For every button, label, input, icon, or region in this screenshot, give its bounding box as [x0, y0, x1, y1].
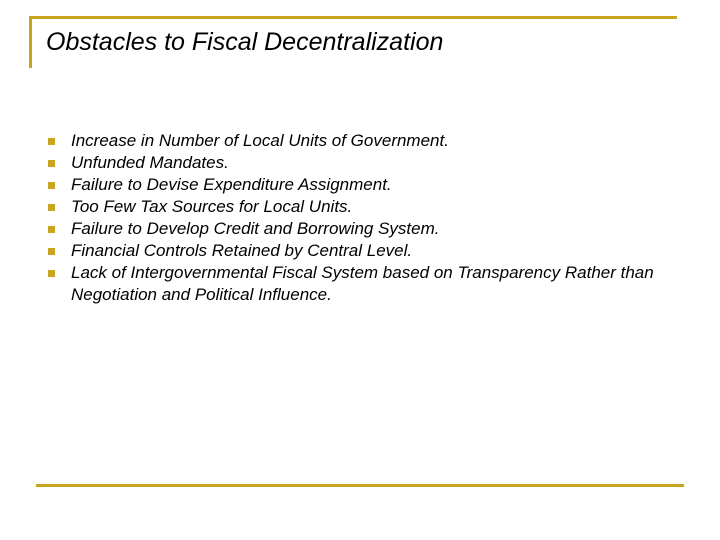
square-bullet-icon [48, 204, 55, 211]
square-bullet-icon [48, 182, 55, 189]
square-bullet-icon [48, 160, 55, 167]
bullet-text: Failure to Develop Credit and Borrowing System. [71, 219, 440, 238]
bullet-item [48, 240, 688, 262]
bullet-item [48, 218, 688, 240]
bottom-rule [36, 484, 684, 487]
bullet-item [48, 130, 688, 152]
bullet-item [48, 262, 688, 306]
slide-title: Obstacles to Fiscal Decentralization [46, 28, 444, 56]
bullet-text: Unfunded Mandates. [71, 153, 229, 172]
square-bullet-icon [48, 270, 55, 277]
bullet-text: Too Few Tax Sources for Local Units. [71, 197, 353, 216]
bullet-list [48, 130, 688, 306]
bullet-text: Financial Controls Retained by Central Level. [71, 241, 413, 260]
bullet-text: Failure to Devise Expenditure Assignment. [71, 175, 392, 194]
square-bullet-icon [48, 138, 55, 145]
bullet-item [48, 196, 688, 218]
bullet-text: Increase in Number of Local Units of Government. [71, 131, 449, 150]
bullet-text: Lack of Intergovernmental Fiscal System based on Transparency Rather than Negotiation and Political Influence. [71, 263, 654, 304]
title-top-rule [29, 16, 677, 19]
square-bullet-icon [48, 248, 55, 255]
bullet-item [48, 152, 688, 174]
bullet-item [48, 174, 688, 196]
square-bullet-icon [48, 226, 55, 233]
title-left-rule [29, 16, 32, 68]
